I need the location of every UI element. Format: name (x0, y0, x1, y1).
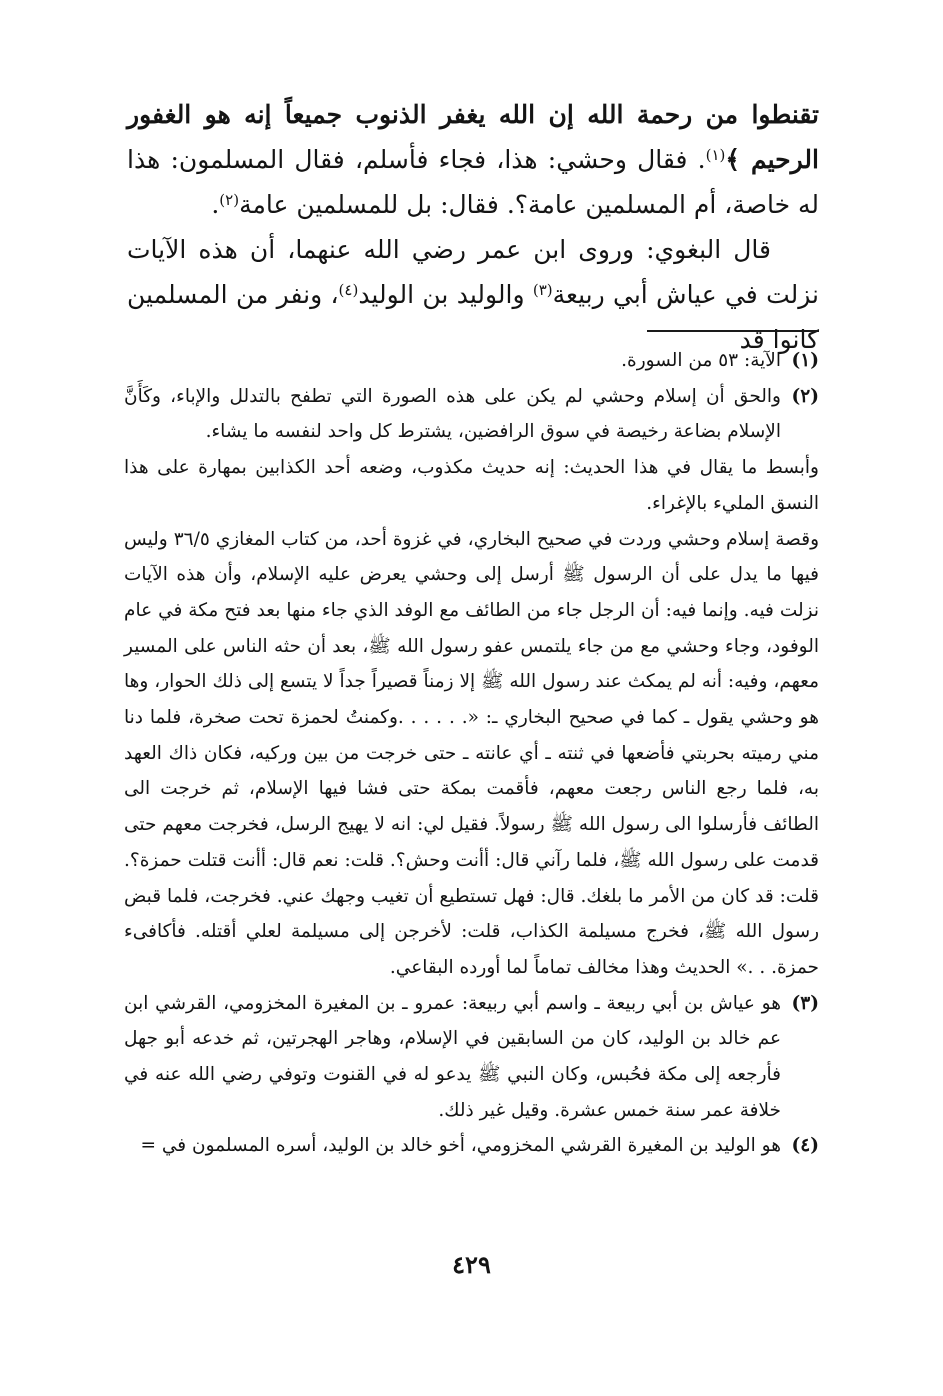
footnote-4-text: هو الوليد بن المغيرة القرشي المخزومي، أخو خالد بن الوليد، أسره المسلمون في = (140, 1135, 781, 1157)
main-paragraph-2-text-b: والوليد بن الوليد (358, 280, 533, 309)
footnote-divider (647, 330, 819, 332)
footnote-3-text: هو عياش بن أبي ربيعة ـ واسم أبي ربيعة: عمرو ـ بن المغيرة المخزومي، القرشي ابن عم خالد بن الوليد، كان من السابقين في الإسلام، وهاجر الهجرتين، ثم خدعه أبو جهل فأرجعه إلى مكة فحُبس، وكان النبي ﷺ يدعو له في القنوت وتوفي رضي الله عنه في خلافة عمر سنة خمس عشرة. وقيل غير ذلك. (124, 992, 781, 1121)
page-number: ٤٢٩ (452, 1250, 491, 1279)
footnote-1 (124, 343, 819, 379)
footnote-4-number: (٤) (791, 1135, 819, 1157)
main-paragraph-2-text-a: قال البغوي: وروى ابن عمر رضي الله عنهما، أن هذه الآيات نزلت في عياش أبي ربيعة (127, 235, 819, 309)
footnote-ref-1: (١) (705, 146, 726, 164)
main-paragraph-1-text: . فقال وحشي: هذا، فجاء فأسلم، فقال المسلمون: هذا له خاصة، أم المسلمين عامة؟. فقال: بل للمسلمين عامة (127, 145, 819, 219)
footnote-4 (124, 1128, 819, 1164)
footnote-1-number: (١) (791, 350, 819, 371)
footnote-2-number: (٢) (791, 385, 819, 407)
footnote-2 (124, 379, 819, 450)
footnote-2-text: والحق أن إسلام وحشي لم يكن على هذه الصورة التي تطفح بالتدلل والإباء، وكَأَنَّ الإسلام بضاعة رخيصة في سوق الرافضين، يشترط كل واحد لنفسه ما يشاء. (124, 385, 781, 443)
footnote-3 (124, 986, 819, 1129)
main-paragraph-2-text-c: ، ونفر من المسلمين كانوا قد (127, 280, 819, 354)
footnote-ref-3: (٣) (532, 281, 553, 299)
footnote-ref-4: (٤) (338, 281, 359, 299)
footnote-3-number: (٣) (791, 992, 819, 1014)
footnotes (124, 343, 819, 1164)
footnote-1-text: الآية: ٥٣ من السورة. (621, 350, 781, 371)
footnote-2-paragraph-2: وأبسط ما يقال في هذا الحديث: إنه حديث مكذوب، وضعه أحد الكذابين بمهارة على هذا النسق المليء بالإغراء. (124, 457, 819, 514)
main-paragraph-1 (127, 92, 819, 227)
footnote-ref-2: (٢) (219, 191, 240, 209)
footnote-2-paragraph-3: وقصة إسلام وحشي وردت في صحيح البخاري، في غزوة أحد، من كتاب المغازي ٣٦/٥ وليس فيها ما يدل على أن الرسول ﷺ أرسل إلى وحشي يعرض عليه الإسلام، وأن هذه الآيات نزلت فيه. وإنما فيه: أن الرجل جاء من الطائف مع الوفد الذي جاء منها بعد فتح مكة في عام الوفود، وجاء وحشي مع من جاء يلتمس عفو رسول الله ﷺ، بعد أن حثه الناس على المسير معهم، وفيه: أنه لم يمكث عند رسول الله ﷺ إلا زمناً قصيراً جداً لا يتسع إلى ذلك الحوار، وها هو وحشي يقول ـ كما في صحيح البخاري ـ: «. . . . . .وكمنتُ لحمزة تحت صخرة، فلما دنا مني رميته بحربتي فأضعها في ثنته ـ أي عانته ـ حتى خرجت من بين وركيه، فكان ذاك العهد به، فلما رجع الناس رجعت معهم، فأقمت بمكة حتى فشا فيها الإسلام، ثم خرجت الى الطائف فأرسلوا الى رسول الله ﷺ رسولاً. فقيل لي: انه لا يهيج الرسل، فخرجت معهم حتى قدمت على رسول الله ﷺ، فلما رآني قال: أأنت وحش؟. قلت: نعم قال: أأنت قتلت حمزة؟. قلت: قد كان من الأمر ما بلغك. قال: فهل تستطيع أن تغيب وجهك عني. فخرجت، فلما قبض رسول الله ﷺ، فخرج مسيلمة الكذاب، قلت: لأخرجن إلى مسيلمة لعلي أقتله. فأكافىء حمزة. . .» الحديث وهذا مخالف تماماً لما أورده البقاعي. (124, 528, 819, 978)
main-paragraph-2 (127, 227, 819, 362)
quranic-verse: تقنطوا من رحمة الله إن الله يغفر الذنوب جميعاً إنه هو الغفور الرحيم ﴾ (127, 100, 819, 174)
main-paragraph-1-end: . (211, 190, 220, 219)
main-text (127, 92, 819, 362)
